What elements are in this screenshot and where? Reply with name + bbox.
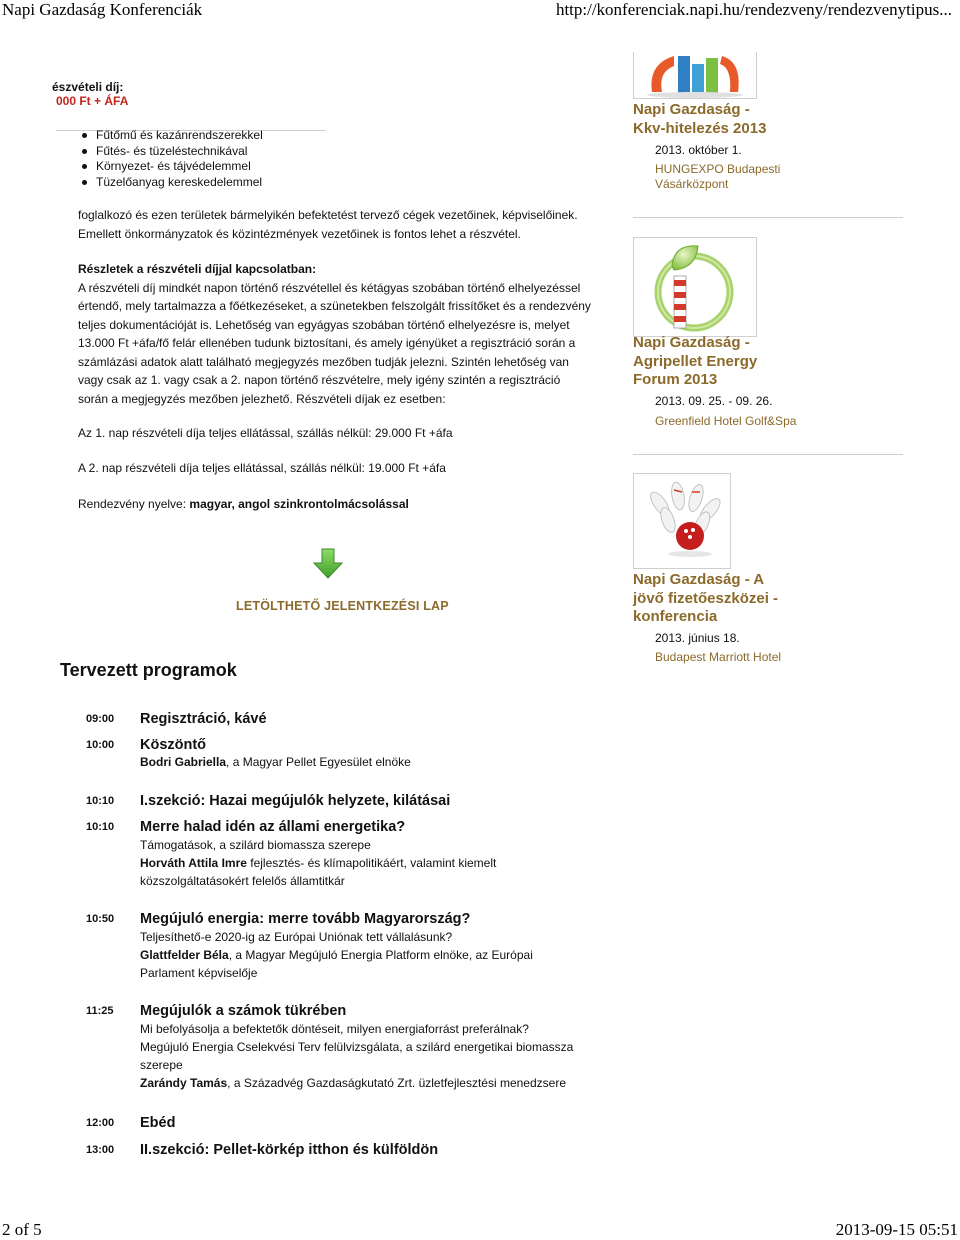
speaker-name: Zarándy Tamás: [140, 1076, 228, 1090]
event-date: 2013. 09. 25. - 09. 26.: [655, 394, 773, 408]
list-item: Környezet- és tájvédelemmel: [80, 159, 340, 175]
language-label: Rendezvény nyelve:: [78, 497, 187, 511]
event-location[interactable]: [655, 650, 781, 665]
program-line: [140, 1020, 529, 1038]
program-line: [140, 1038, 573, 1056]
page-title: Napi Gazdaság Konferenciák: [2, 0, 203, 19]
program-time: 09:00: [86, 713, 115, 725]
fee-details: [78, 260, 618, 408]
event-title[interactable]: [633, 571, 778, 627]
download-arrow-icon[interactable]: [312, 548, 344, 580]
bowling-pins-graphic: [634, 474, 730, 568]
event-location-line[interactable]: Vásárközpont: [655, 177, 729, 191]
event-title-line[interactable]: Napi Gazdaság -: [633, 101, 750, 118]
program-line-text: Támogatások, a szilárd biomassza szerepe: [140, 838, 371, 852]
event-title-line[interactable]: konferencia: [633, 608, 718, 625]
intro-line: foglalkozó és ezen területek bármelyikén befektetést tervező cégek vezetőinek, képviselőinek.: [78, 208, 578, 222]
download-registration-link[interactable]: LETÖLTHETŐ JELENTKEZÉSI LAP: [236, 599, 449, 613]
day2-fee: A 2. nap részvételi díja teljes ellátással, szállás nélkül: 19.000 Ft +áfa: [78, 461, 446, 475]
page-counter: 2 of 5: [2, 1220, 42, 1239]
program-line: [140, 836, 371, 854]
intro-line: Emellett önkormányzatok és közintézmények vezetőinek is fontos lehet a részvétel.: [78, 226, 521, 241]
event-thumbnail[interactable]: [633, 52, 757, 99]
program-line: [140, 753, 411, 771]
program-title-text: II.szekció: Pellet-körkép itthon és külföldön: [140, 1142, 439, 1158]
heat-list: [80, 128, 340, 190]
day1-fee: Az 1. nap részvételi díja teljes ellátással, szállás nélkül: 29.000 Ft +áfa: [78, 426, 453, 440]
program-title-text: Merre halad idén az állami energetika?: [140, 819, 406, 835]
event-title-line[interactable]: Napi Gazdaság - A: [633, 571, 765, 588]
list-item: Fűtőmű és kazánrendszerekkel: [80, 128, 340, 144]
language-value: magyar, angol szinkrontolmácsolással: [189, 497, 409, 511]
leaf-chimney-graphic: [634, 238, 756, 336]
event-title-line[interactable]: Forum 2013: [633, 371, 718, 388]
program-line-text: Parlament képviselője: [140, 966, 258, 980]
divider: [633, 454, 903, 455]
program-line: [140, 946, 533, 964]
details-line: vagy csak az 1. vagy csak a 2. napon történő részvételre, mely igény szintén a regisztráció: [78, 373, 561, 387]
details-line: számlázási adatok alatt található megjegyzés mezőben tudják jelezni. Szintén lehetőség van: [78, 354, 569, 369]
details-line: 13.000 Ft +áfa/fő felár ellenében tudunk biztosítani, és amely igényüket a regisztráció során a: [78, 336, 576, 350]
details-line: során a megjegyzés mezőben jelezhető. Részvételi díjak ez esetben:: [78, 391, 446, 406]
program-time: 12:00: [86, 1117, 115, 1129]
program-title-text: Megújulók a számok tükrében: [140, 1003, 347, 1019]
program-time: 10:10: [86, 795, 115, 807]
speaker-name: Bodri Gabriella: [140, 755, 227, 769]
program-line: [140, 872, 345, 890]
event-location-line[interactable]: Budapest Marriott Hotel: [655, 650, 782, 664]
details-line: értendő, mely tartalmazza a főétkezéseket, a szünetekben felszolgált frissítőket és a rendezvény: [78, 299, 591, 313]
program-line-text: Mi befolyásolja a befektetők döntéseit, milyen energiaforrást preferálnak?: [140, 1022, 529, 1036]
speaker-name: Horváth Attila Imre: [140, 856, 247, 870]
event-title[interactable]: [633, 101, 766, 138]
program-title-text: Ebéd: [140, 1115, 176, 1131]
program-title-text: I.szekció: Hazai megújulók helyzete, kilátásai: [140, 793, 451, 809]
event-location[interactable]: [655, 162, 780, 192]
page-url: http://konferenciak.napi.hu/rendezveny/rendezvenytipus...: [555, 0, 952, 19]
program-title-text: Köszöntő: [140, 737, 207, 753]
program-time: 10:50: [86, 913, 115, 925]
intro-text: [78, 206, 578, 243]
event-title-line[interactable]: Napi Gazdaság -: [633, 334, 750, 351]
program-line: [140, 928, 452, 946]
event-location-line[interactable]: Greenfield Hotel Golf&Spa: [655, 414, 797, 428]
speaker-role: , a Magyar Pellet Egyesület elnöke: [226, 755, 411, 769]
program-time: 10:10: [86, 821, 115, 833]
program-line-text: , a Magyar Megújuló Energia Platform elnöke, az Európai: [228, 948, 533, 962]
program-line: [140, 964, 257, 982]
event-language: [78, 495, 409, 514]
fee-value: 000 Ft + ÁFA: [56, 94, 129, 108]
event-date: 2013. október 1.: [655, 143, 742, 157]
event-title[interactable]: [633, 334, 757, 390]
details-line: teljes dokumentációját is. Lehetőség van egyágyas szobában történő elhelyezésre is, melyet: [78, 317, 570, 332]
program-title-text: Regisztráció, kávé: [140, 711, 267, 727]
bar-chart-graphic: [634, 52, 756, 98]
print-datetime: 2013-09-15 05:51: [835, 1220, 958, 1239]
program-line: [140, 854, 496, 872]
program-title-text: Megújuló energia: merre tovább Magyarország?: [140, 911, 471, 927]
program-line-text: fejlesztés- és klímapolitikáért, valamint kiemelt: [246, 856, 497, 870]
program-line-text: Megújuló Energia Cselekvési Terv felülvizsgálata, a szilárd energetikai biomassza: [140, 1040, 574, 1054]
program-time: 10:00: [86, 739, 115, 751]
program-title: Tervezett programok: [60, 660, 237, 680]
event-title-line[interactable]: Kkv-hitelezés 2013: [633, 119, 767, 137]
fee-label: észvételi díj:: [52, 80, 124, 94]
program-line-text: , a Századvég Gazdaságkutató Zrt. üzletfejlesztési menedzsere: [227, 1076, 566, 1090]
event-title-line[interactable]: jövő fizetőeszközei -: [633, 589, 779, 607]
divider: [633, 217, 903, 218]
event-date: 2013. június 18.: [655, 631, 740, 645]
speaker-name: Glattfelder Béla: [140, 948, 229, 962]
event-thumbnail[interactable]: [633, 473, 731, 569]
event-title-line[interactable]: Agripellet Energy: [633, 352, 758, 370]
program-line: [140, 1056, 183, 1074]
event-thumbnail[interactable]: [633, 237, 757, 337]
program-time: 11:25: [86, 1005, 114, 1017]
list-item: Fűtés- és tüzeléstechnikával: [80, 144, 340, 160]
details-heading: Részletek a részvételi díjjal kapcsolatban:: [78, 262, 317, 276]
program-line-text: közszolgáltatásokért felelős államtitkár: [140, 874, 345, 888]
details-line: A részvételi díj mindkét napon történő részvétellel és kétágyas szobában történő elhelyezéssel: [78, 280, 581, 295]
program-line-text: szerepe: [140, 1058, 183, 1072]
list-item: Tüzelőanyag kereskedelemmel: [80, 175, 340, 191]
event-location-line[interactable]: HUNGEXPO Budapesti: [655, 162, 781, 176]
program-line: [140, 1074, 566, 1092]
program-time: 13:00: [86, 1144, 115, 1156]
program-line-text: Teljesíthető-e 2020-ig az Európai Uniónak tett vállalásunk?: [140, 930, 453, 944]
event-location[interactable]: [655, 414, 796, 429]
